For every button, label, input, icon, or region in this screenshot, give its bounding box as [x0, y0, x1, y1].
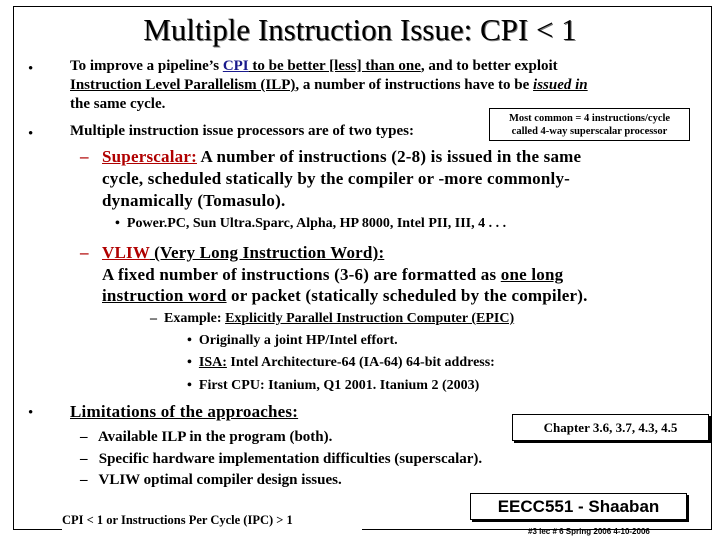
bullet-dot: •	[28, 126, 34, 142]
text-segment: or packet (statically scheduled by the compiler).	[226, 286, 588, 305]
text-segment: Available ILP in the program (both).	[97, 429, 333, 445]
ilp-term: Instruction Level Parallelism (ILP)	[70, 77, 296, 93]
text-segment: , a number of instructions have to be	[295, 77, 534, 93]
isa-term: ISA:	[198, 355, 227, 370]
one-long-phrase: one long	[500, 265, 564, 284]
text-segment: Originally a joint HP/Intel effort.	[198, 333, 398, 348]
bullet-2-text: Multiple instruction issue processors are of two types:	[70, 123, 415, 139]
text-segment: Example:	[164, 311, 226, 326]
better-than-one-phrase: to be better [less] than one	[248, 58, 421, 74]
slide-info: #3 lec # 6 Spring 2006 4-10-2006	[528, 527, 650, 536]
superscalar-line-3: dynamically (Tomasulo).	[102, 191, 286, 210]
superscalar-line-2: cycle, scheduled statically by the compiler or -more commonly-	[102, 169, 571, 188]
text-segment: To improve a pipeline’s	[70, 58, 223, 74]
vliw-line-2	[102, 265, 563, 285]
text-segment: A fixed number of instructions (3-6) are formatted as	[102, 265, 501, 284]
vliw-line-3	[102, 286, 588, 306]
chapter-box: Chapter 3.6, 3.7, 4.3, 4.5	[512, 414, 709, 441]
note-line-2: called 4-way superscalar processor	[511, 126, 668, 137]
note-line-1: Most common = 4 instructions/cycle	[508, 113, 671, 124]
dash-marker: –	[80, 243, 89, 262]
limitation-item: – Specific hardware implementation difficulties (superscalar).	[80, 451, 483, 467]
limitation-item: – Available ILP in the program (both).	[80, 429, 333, 445]
text-segment: First CPU: Itanium, Q1 2001. Itanium 2 (2003)	[198, 378, 480, 393]
examples-text: Power.PC, Sun Ultra.Sparc, Alpha, HP 8000, Intel PII, III, 4 . . .	[126, 216, 507, 231]
dash-marker: –	[80, 147, 89, 166]
limitations-heading: Limitations of the approaches:	[70, 402, 299, 421]
slide-title: Multiple Instruction Issue: CPI < 1	[143, 12, 577, 47]
vliw-label: VLIW	[102, 243, 150, 262]
cpi-ipc-note: CPI < 1 or Instructions Per Cycle (IPC) > 1	[62, 509, 362, 531]
issued-in-phrase: issued in	[533, 77, 588, 93]
course-label: EECC551 - Shaaban	[470, 493, 687, 520]
bullet-1-line-2	[70, 77, 588, 94]
epic-sub-3: • First CPU: Itanium, Q1 2001. Itanium 2 (2003)	[187, 378, 480, 393]
text-segment: A number of instructions (2-8) is issued in the same	[196, 147, 582, 166]
limitation-item: – VLIW optimal compiler design issues.	[80, 472, 342, 488]
vliw-expansion: (Very Long Instruction Word):	[149, 243, 385, 262]
vliw-line-1	[102, 243, 384, 263]
instruction-word-phrase: instruction word	[102, 286, 227, 305]
note-box	[489, 108, 690, 141]
superscalar-examples: • Power.PC, Sun Ultra.Sparc, Alpha, HP 8000, Intel PII, III, 4 . . .	[115, 216, 507, 231]
epic-sub-1: • Originally a joint HP/Intel effort.	[187, 333, 398, 348]
epic-example: – Example: Explicitly Parallel Instruction Computer (EPIC)	[150, 311, 515, 326]
text-segment: , and to better exploit	[420, 58, 558, 74]
bullet-dot: •	[28, 61, 34, 77]
text-segment: VLIW optimal compiler design issues.	[98, 472, 342, 488]
superscalar-label: Superscalar:	[102, 147, 197, 166]
bullet-1-line-1	[70, 58, 558, 75]
cpi-term: CPI	[222, 58, 249, 74]
bullet-dot: •	[28, 405, 34, 421]
bullet-1-line-3: the same cycle.	[70, 96, 166, 112]
superscalar-line-1	[102, 147, 581, 167]
text-segment: Specific hardware implementation difficulties (superscalar).	[98, 451, 483, 467]
epic-sub-2: • ISA: Intel Architecture-64 (IA-64) 64-bit address:	[187, 355, 495, 370]
epic-term: Explicitly Parallel Instruction Computer (EPIC)	[225, 311, 515, 326]
text-segment: Intel Architecture-64 (IA-64) 64-bit address:	[226, 355, 495, 370]
